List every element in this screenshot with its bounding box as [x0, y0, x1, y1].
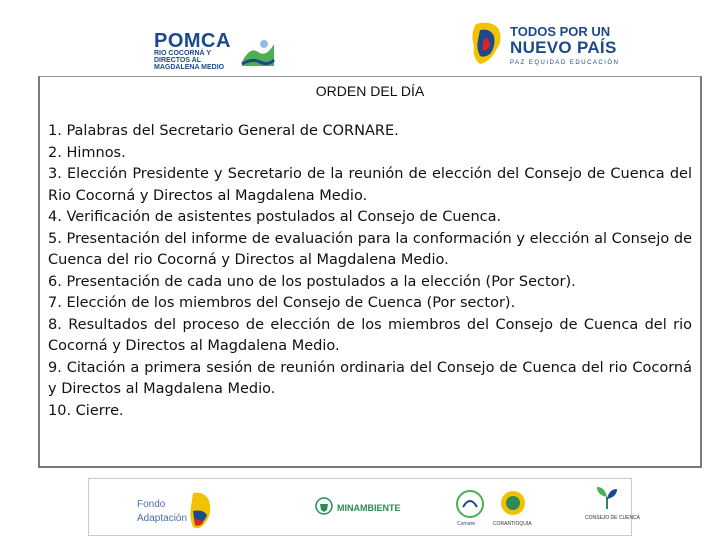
consejo-de-cuenca-logo: [585, 483, 641, 533]
corantioquia-label: CORANTIOQUIA: [493, 521, 532, 527]
colombia-map-icon: [468, 20, 506, 66]
minambiente-label: MINAMBIENTE: [337, 503, 401, 513]
corantioquia-logo: [491, 483, 537, 533]
agenda-item: 6. Presentación de cada uno de los postulados a la elección (Por Sector).: [48, 273, 576, 290]
government-slogan-line1: TODOS POR UN: [510, 24, 611, 39]
agenda-item: 3. Elección Presidente y Secretario de la reunión de elección del Consejo de Cuenca del Rio Cocorná y Directos al Magdalena Medio.: [48, 166, 692, 204]
colombia-flag-map-icon: [187, 491, 213, 531]
agenda-item: 9. Citación a primera sesión de reunión ordinaria del Consejo de Cuenca del rio Cocorná y Directos al Magdalena Medio.: [48, 359, 692, 397]
coat-of-arms-icon: [315, 497, 333, 515]
cornare-label: Cornare: [457, 521, 476, 527]
agenda-item: 2. Himnos.: [48, 144, 126, 161]
river-landscape-icon: [240, 36, 276, 70]
pomca-wordmark: POMCA: [154, 30, 231, 52]
fondo-label: Fondo: [137, 499, 166, 510]
agenda-item: 10. Cierre.: [48, 402, 124, 419]
agenda-item: 8. Resultados del proceso de elección de los miembros del Consejo de Cuenca del rio Cocorná y Directos al Magdalena Medio.: [48, 316, 692, 354]
corantioquia-emblem-icon: [499, 489, 527, 517]
fondo-adaptacion-logo: [119, 483, 209, 533]
agenda-item: 1. Palabras del Secretario General de CORNARE.: [48, 123, 399, 139]
agenda-box: [38, 76, 702, 468]
agenda-item: 5. Presentación del informe de evaluación para la conformación y elección al Consejo de Cuenca del rio Cocorná y Directos al Magdalena Medio.: [48, 230, 692, 268]
plant-sprout-icon: [593, 485, 621, 511]
government-slogan-line2: NUEVO PAÍS: [510, 38, 617, 57]
pomca-logo: [150, 30, 280, 78]
consejo-label: CONSEJO DE CUENCA: [585, 515, 641, 521]
adaptacion-label: Adaptación: [137, 513, 188, 524]
agenda-list: [48, 121, 692, 422]
cornare-emblem-icon: [455, 489, 485, 519]
pomca-subtitle: RIO COCORNÁ Y DIRECTOS AL MAGDALENA MEDIO: [154, 50, 225, 71]
government-slogan-line3: PAZ EQUIDAD EDUCACIÓN: [510, 60, 620, 66]
document-title: ORDEN DEL DÍA: [315, 83, 425, 99]
minambiente-logo: [311, 483, 401, 533]
cornare-logo: [451, 483, 491, 533]
agenda-item: 4. Verificación de asistentes postulados al Consejo de Cuenca.: [48, 209, 502, 225]
agenda-item: 7. Elección de los miembros del Consejo de Cuenca (Por sector).: [48, 295, 516, 311]
partner-logos-bar: [88, 478, 641, 536]
todos-por-un-nuevo-pais-logo: [468, 20, 620, 70]
